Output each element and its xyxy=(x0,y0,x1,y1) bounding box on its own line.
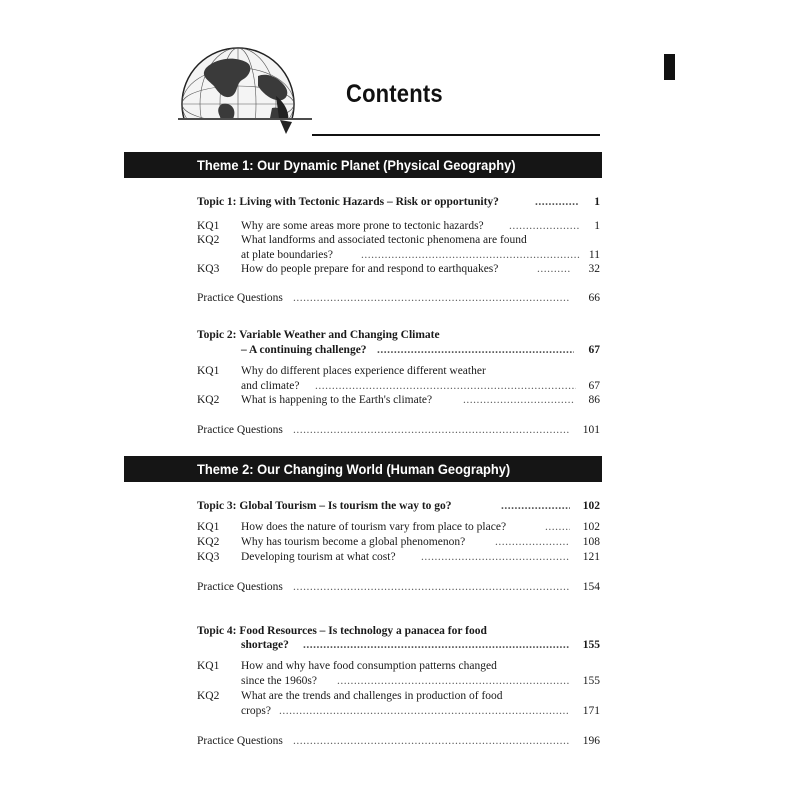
kq-label: KQ2 xyxy=(197,690,220,702)
dot-leader xyxy=(303,638,570,652)
globe-icon xyxy=(176,46,316,142)
page-number: 171 xyxy=(582,705,600,717)
dot-leader xyxy=(293,423,570,437)
kq-text: Why do different places experience different weather xyxy=(241,365,486,377)
dot-leader xyxy=(361,248,580,262)
page-margin xyxy=(0,0,122,800)
kq-text: crops? xyxy=(241,705,272,717)
page-number: 102 xyxy=(582,500,600,512)
topic-title: shortage? xyxy=(241,639,289,651)
entry-text: Practice Questions xyxy=(197,292,283,304)
page-number: 66 xyxy=(588,292,600,304)
page-number: 121 xyxy=(582,551,600,563)
dot-leader xyxy=(545,520,570,534)
page-number: 1 xyxy=(594,196,600,208)
dot-leader xyxy=(495,535,570,549)
page-number: 32 xyxy=(588,263,600,275)
dot-leader xyxy=(463,393,574,407)
dot-leader xyxy=(293,580,570,594)
kq-text: What is happening to the Earth's climate? xyxy=(241,394,433,406)
entry-text: Practice Questions xyxy=(197,735,283,747)
title-underline xyxy=(312,134,600,136)
kq-text: Why are some areas more prone to tectonic hazards? xyxy=(241,220,484,232)
entry-text: Practice Questions xyxy=(197,424,283,436)
topic-title: Topic 3: Global Tourism – Is tourism the way to go? xyxy=(197,500,452,512)
topic-title: Topic 4: Food Resources – Is technology a panacea for food xyxy=(197,625,487,637)
entry-text: Practice Questions xyxy=(197,581,283,593)
theme-2-banner xyxy=(124,456,602,482)
dot-leader xyxy=(509,219,580,233)
page-number: 67 xyxy=(588,380,600,392)
topic-title: Topic 1: Living with Tectonic Hazards – Risk or opportunity? xyxy=(197,196,499,208)
dot-leader xyxy=(537,262,570,276)
thumb-tab-mark xyxy=(664,54,675,80)
kq-text: How does the nature of tourism vary from place to place? xyxy=(241,521,507,533)
theme-1-banner xyxy=(124,152,602,178)
page-number: 196 xyxy=(582,735,600,747)
dot-leader xyxy=(315,379,576,393)
kq-text: since the 1960s? xyxy=(241,675,318,687)
kq-text: What landforms and associated tectonic phenomena are found xyxy=(241,234,527,246)
dot-leader xyxy=(293,291,570,305)
page-number: 102 xyxy=(582,521,600,533)
page-number: 67 xyxy=(588,344,600,356)
kq-text: Why has tourism become a global phenomenon? xyxy=(241,536,466,548)
topic-title: Topic 2: Variable Weather and Changing Climate xyxy=(197,329,440,341)
dot-leader xyxy=(535,195,578,209)
kq-label: KQ2 xyxy=(197,394,220,406)
kq-text: and climate? xyxy=(241,380,300,392)
page-title: Contents xyxy=(346,80,443,108)
kq-text: How and why have food consumption patterns changed xyxy=(241,660,497,672)
theme-2-label: Theme 2: Our Changing World (Human Geography) xyxy=(197,461,511,477)
dot-leader xyxy=(293,734,570,748)
topic-title: – A continuing challenge? xyxy=(241,344,367,356)
page-number: 101 xyxy=(582,424,600,436)
page-number: 1 xyxy=(594,220,600,232)
dot-leader xyxy=(279,704,570,718)
kq-label: KQ1 xyxy=(197,521,220,533)
page-number: 86 xyxy=(588,394,600,406)
page-number: 108 xyxy=(582,536,600,548)
kq-label: KQ3 xyxy=(197,551,220,563)
page-number: 155 xyxy=(582,675,600,687)
dot-leader xyxy=(421,550,570,564)
kq-label: KQ3 xyxy=(197,263,220,275)
dot-leader xyxy=(501,499,570,513)
dot-leader xyxy=(337,674,570,688)
kq-label: KQ2 xyxy=(197,234,220,246)
kq-label: KQ1 xyxy=(197,660,220,672)
kq-label: KQ1 xyxy=(197,365,220,377)
kq-label: KQ2 xyxy=(197,536,220,548)
page-number: 11 xyxy=(588,249,600,261)
page-number: 155 xyxy=(582,639,600,651)
kq-text: at plate boundaries? xyxy=(241,249,333,261)
kq-text: Developing tourism at what cost? xyxy=(241,551,396,563)
theme-1-label: Theme 1: Our Dynamic Planet (Physical Geography) xyxy=(197,157,516,173)
kq-text: How do people prepare for and respond to earthquakes? xyxy=(241,263,499,275)
dot-leader xyxy=(377,343,574,357)
kq-text: What are the trends and challenges in production of food xyxy=(241,690,503,702)
page-number: 154 xyxy=(582,581,600,593)
kq-label: KQ1 xyxy=(197,220,220,232)
